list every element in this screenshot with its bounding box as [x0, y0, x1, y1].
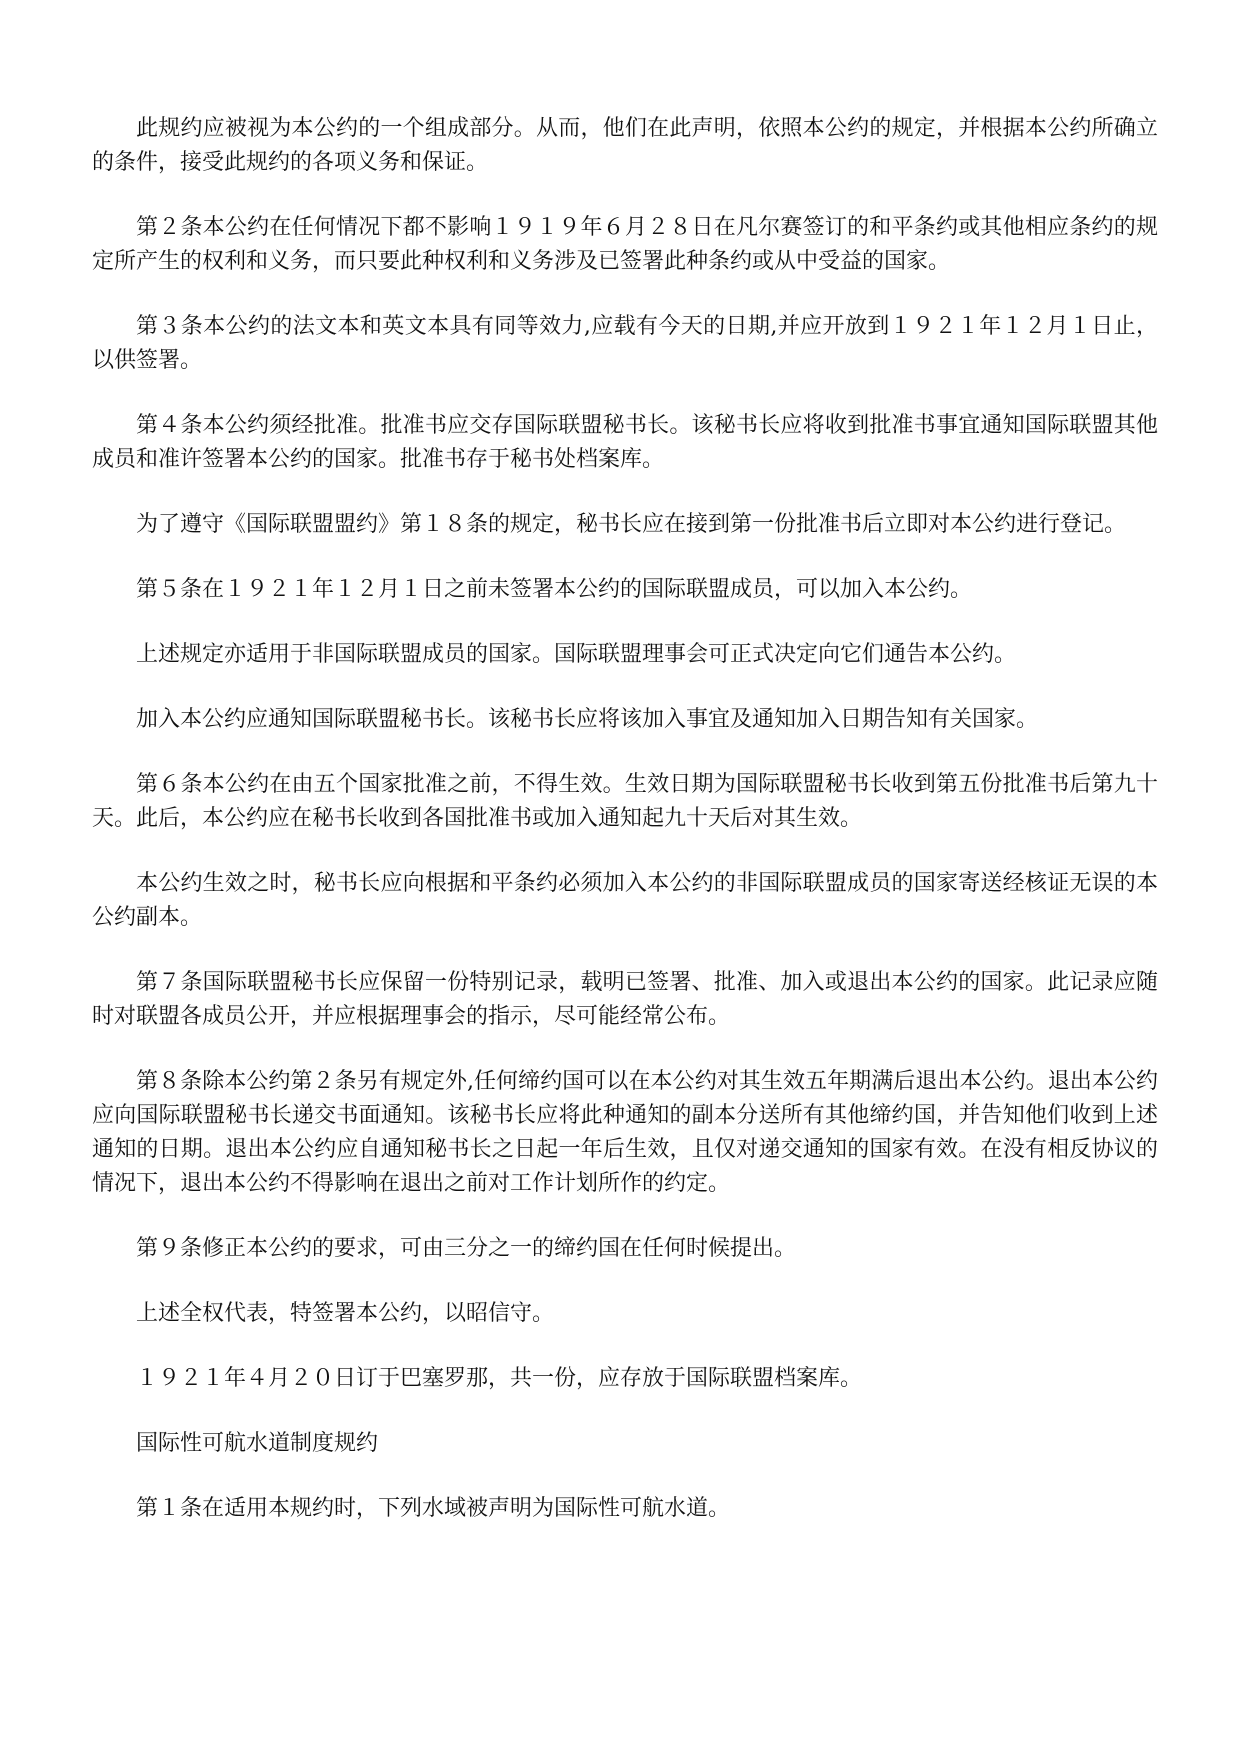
paragraph: 第２条本公约在任何情况下都不影响１９１９年６月２８日在凡尔赛签订的和平条约或其他相应条约的规定所产生的权利和义务，而只要此种权利和义务涉及已签署此种条约或从中受益的国家。	[92, 215, 1158, 274]
paragraph: 上述全权代表，特签署本公约，以昭信守。	[136, 1301, 555, 1326]
paragraph: 第９条修正本公约的要求，可由三分之一的缔约国在任何时候提出。	[136, 1236, 797, 1261]
section-title: 国际性可航水道制度规约	[136, 1431, 379, 1456]
paragraph: 第７条国际联盟秘书长应保留一份特别记录，载明已签署、批准、加入或退出本公约的国家。此记录应随时对联盟各成员公开，并应根据理事会的指示，尽可能经常公布。	[92, 970, 1158, 1029]
paragraph: 为了遵守《国际联盟盟约》第１８条的规定，秘书长应在接到第一份批准书后立即对本公约进行登记。	[136, 512, 1127, 537]
paragraph: 第４条本公约须经批准。批准书应交存国际联盟秘书长。该秘书长应将收到批准书事宜通知国际联盟其他成员和准许签署本公约的国家。批准书存于秘书处档案库。	[92, 413, 1158, 472]
paragraph: 第６条本公约在由五个国家批准之前，不得生效。生效日期为国际联盟秘书长收到第五份批准书后第九十天。此后，本公约应在秘书长收到各国批准书或加入通知起九十天后对其生效。	[92, 772, 1158, 831]
paragraph: １９２１年４月２０日订于巴塞罗那，共一份，应存放于国际联盟档案库。	[136, 1366, 863, 1391]
paragraph: 上述规定亦适用于非国际联盟成员的国家。国际联盟理事会可正式决定向它们通告本公约。	[136, 642, 1017, 667]
paragraph: 此规约应被视为本公约的一个组成部分。从而，他们在此声明，依照本公约的规定，并根据本公约所确立的条件，接受此规约的各项义务和保证。	[92, 116, 1158, 175]
paragraph: 第８条除本公约第２条另有规定外,任何缔约国可以在本公约对其生效五年期满后退出本公约。退出本公约应向国际联盟秘书长递交书面通知。该秘书长应将此种通知的副本分送所有其他缔约国，并告知他们收到上述通知的日期。退出本公约应自通知秘书长之日起一年后生效，且仅对递交通知的国家有效。在没有相反协议的情况下，退出本公约不得影响在退出之前对工作计划所作的约定。	[92, 1069, 1158, 1196]
paragraph: 第１条在适用本规约时，下列水域被声明为国际性可航水道。	[136, 1496, 731, 1521]
paragraph: 第３条本公约的法文本和英文本具有同等效力,应载有今天的日期,并应开放到１９２１年１２月１日止，以供签署。	[92, 314, 1158, 373]
paragraph: 第５条在１９２１年１２月１日之前未签署本公约的国际联盟成员，可以加入本公约。	[136, 577, 973, 602]
paragraph: 本公约生效之时，秘书长应向根据和平条约必须加入本公约的非国际联盟成员的国家寄送经核证无误的本公约副本。	[92, 871, 1158, 930]
document-body	[92, 112, 1158, 1557]
paragraph: 加入本公约应通知国际联盟秘书长。该秘书长应将该加入事宜及通知加入日期告知有关国家。	[136, 707, 1039, 732]
